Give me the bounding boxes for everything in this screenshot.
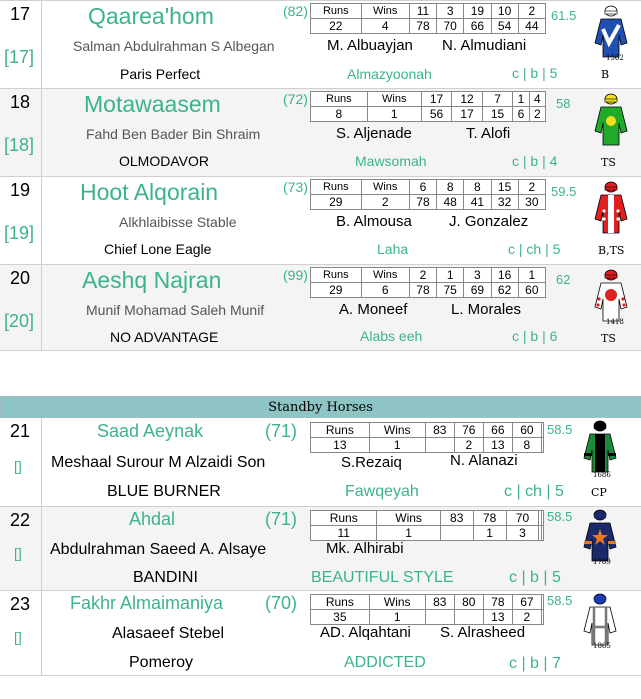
jockey-silk-icon <box>593 5 629 61</box>
stat-cell: 2 <box>529 107 545 122</box>
form-stats-table <box>310 267 546 298</box>
sex-colour-age: c | ch | 5 <box>508 241 561 257</box>
runner-number: 20 <box>10 268 31 288</box>
stat-cell: 78 <box>409 19 436 34</box>
standby-row-23 <box>0 590 641 676</box>
wins-label: Wins <box>367 92 421 107</box>
stat-cell: 60 <box>512 423 541 438</box>
runs-value: 11 <box>311 526 377 541</box>
stat-cell <box>541 511 543 526</box>
runs-label: Runs <box>311 4 362 19</box>
jockey-name[interactable]: M. Albuayjan <box>327 37 413 54</box>
draw-number: [] <box>14 629 22 645</box>
stat-cell: 75 <box>437 283 464 298</box>
jockey-silk-icon <box>582 420 618 476</box>
stat-cell: 56 <box>421 107 452 122</box>
jockey-silk-icon <box>582 509 618 565</box>
runner-number: 18 <box>10 92 31 112</box>
number-column <box>0 507 42 590</box>
owner-name: Alasaeef Stebel <box>112 625 225 642</box>
stat-cell: 8 <box>464 180 491 195</box>
sire-name: BLUE BURNER <box>107 483 221 500</box>
wins-value: 1 <box>369 610 425 625</box>
stat-cell: 19 <box>464 4 491 19</box>
owner-name: Fahd Ben Bader Bin Shraim <box>86 126 261 142</box>
horse-weight: 61.5 <box>551 8 577 23</box>
runs-value: 29 <box>311 283 362 298</box>
stat-cell: 6 <box>513 107 529 122</box>
wins-label: Wins <box>377 511 440 526</box>
horse-weight: 59.5 <box>551 184 577 199</box>
stat-cell: 41 <box>464 195 491 210</box>
dam-name: ADDICTED <box>344 654 426 671</box>
stat-cell: 17 <box>421 92 452 107</box>
standby-row-22 <box>0 506 641 590</box>
runs-value: 8 <box>311 107 368 122</box>
stat-cell: 62 <box>491 283 518 298</box>
jockey-silk-icon <box>582 593 618 649</box>
wins-label: Wins <box>361 268 409 283</box>
equipment: CP <box>591 486 607 499</box>
silk-code: 1562 <box>606 54 624 62</box>
horse-rating: (99) <box>283 267 308 283</box>
stat-cell: 3 <box>506 526 539 541</box>
sire-name: Chief Lone Eagle <box>104 241 212 257</box>
runner-row-19 <box>0 176 641 264</box>
standby-row-21 <box>0 418 641 506</box>
wins-label: Wins <box>361 180 409 195</box>
trainer-name[interactable]: J. Gonzalez <box>449 213 529 230</box>
horse-name[interactable]: Qaarea'hom <box>88 3 214 29</box>
jockey-silk-icon <box>593 181 629 237</box>
stat-cell: 2 <box>518 4 545 19</box>
jockey-name[interactable]: S.Rezaiq <box>341 454 402 471</box>
dam-name: Fawqeyah <box>345 483 419 500</box>
runner-number: 22 <box>10 510 31 530</box>
runs-value: 22 <box>311 19 362 34</box>
sex-colour-age: c | b | 5 <box>512 65 558 81</box>
owner-name: Salman Abdulrahman S Albegan <box>73 38 275 54</box>
draw-number: [] <box>14 458 22 474</box>
horse-rating: (70) <box>265 593 298 613</box>
jockey-silk-icon <box>593 93 629 149</box>
stat-cell <box>541 438 543 453</box>
horse-name[interactable]: Ahdal <box>129 509 176 529</box>
jockey-name[interactable]: Mk. Alhirabi <box>326 540 404 557</box>
wins-value: 1 <box>377 526 440 541</box>
stat-cell: 1 <box>473 526 506 541</box>
stat-cell: 80 <box>454 595 483 610</box>
stat-cell: 70 <box>437 19 464 34</box>
sire-name: Pomeroy <box>129 654 194 671</box>
horse-name[interactable]: Fakhr Almaimaniya <box>70 593 224 613</box>
stat-cell: 78 <box>409 195 436 210</box>
stat-cell: 16 <box>491 268 518 283</box>
stat-cell: 66 <box>483 423 512 438</box>
stat-cell: 30 <box>518 195 545 210</box>
stat-cell: 83 <box>425 423 454 438</box>
stat-cell: 6 <box>409 180 436 195</box>
horse-weight: 58.5 <box>547 509 573 524</box>
stat-cell: 7 <box>482 92 513 107</box>
stat-cell: 76 <box>454 423 483 438</box>
stat-cell: 13 <box>483 610 512 625</box>
trainer-name[interactable]: N. Almudiani <box>442 37 527 54</box>
stat-cell: 2 <box>512 610 541 625</box>
runner-number: 21 <box>10 421 31 441</box>
runner-row-17 <box>0 0 641 88</box>
runner-row-20 <box>0 264 641 351</box>
silk-code: 1686 <box>593 471 611 479</box>
sex-colour-age: c | b | 7 <box>509 655 561 672</box>
equipment: B,TS <box>598 244 625 257</box>
form-stats-table <box>310 3 546 34</box>
stat-cell: 2 <box>454 438 483 453</box>
form-stats-table <box>310 179 546 210</box>
stat-cell: 1 <box>437 268 464 283</box>
number-column <box>0 265 42 350</box>
jockey-name[interactable]: AD. Alqahtani <box>320 624 411 641</box>
horse-weight: 58 <box>556 96 571 111</box>
sex-colour-age: c | b | 4 <box>512 153 558 169</box>
dam-name: Laha <box>377 241 409 257</box>
stat-cell: 78 <box>473 511 506 526</box>
wins-value: 6 <box>361 283 409 298</box>
stat-cell: 54 <box>491 19 518 34</box>
equipment: TS <box>601 332 616 345</box>
trainer-name[interactable]: N. Alanazi <box>450 452 518 469</box>
number-column <box>0 1 42 88</box>
stat-cell: 3 <box>464 268 491 283</box>
form-stats-table <box>310 510 544 541</box>
sire-name: OLMODAVOR <box>119 153 209 169</box>
dam-name: Mawsomah <box>355 153 427 169</box>
draw-number: [20] <box>4 311 35 331</box>
sire-name: Paris Perfect <box>120 66 201 82</box>
horse-name[interactable]: Aeshq Najran <box>82 267 222 293</box>
stat-cell: 17 <box>452 107 483 122</box>
silk-code: 1418 <box>606 318 624 326</box>
stat-cell: 48 <box>437 195 464 210</box>
stat-cell: 2 <box>409 268 436 283</box>
stat-cell: 10 <box>491 4 518 19</box>
horse-rating: (73) <box>283 179 308 195</box>
stat-cell: 13 <box>483 438 512 453</box>
draw-number: [18] <box>4 135 35 155</box>
runs-label: Runs <box>311 180 362 195</box>
runs-label: Runs <box>311 92 368 107</box>
dam-name: Alabs eeh <box>360 328 423 344</box>
stat-cell <box>541 595 543 610</box>
wins-value: 1 <box>369 438 425 453</box>
runs-label: Runs <box>311 595 370 610</box>
horse-name[interactable]: Saad Aeynak <box>97 421 204 441</box>
runs-label: Runs <box>311 268 362 283</box>
form-stats-table <box>310 422 544 453</box>
form-stats-table <box>310 91 546 122</box>
sex-colour-age: c | b | 5 <box>509 569 561 586</box>
horse-rating: (71) <box>265 509 298 529</box>
equipment: B <box>601 68 610 81</box>
stat-cell: 83 <box>440 511 473 526</box>
stat-cell: 83 <box>425 595 454 610</box>
stat-cell: 78 <box>409 283 436 298</box>
stat-cell: 11 <box>409 4 436 19</box>
runs-value: 35 <box>311 610 370 625</box>
stat-cell: 15 <box>482 107 513 122</box>
jockey-name[interactable]: A. Moneef <box>339 301 408 318</box>
stat-cell: 1 <box>518 268 545 283</box>
runner-number: 19 <box>10 180 31 200</box>
horse-name[interactable]: Motawaasem <box>84 91 221 117</box>
wins-label: Wins <box>369 423 425 438</box>
stat-cell: 1 <box>513 92 529 107</box>
stat-cell: 78 <box>483 595 512 610</box>
stat-cell <box>440 526 473 541</box>
stat-cell <box>541 610 543 625</box>
draw-number: [19] <box>4 223 35 243</box>
runner-number: 17 <box>10 4 31 24</box>
wins-label: Wins <box>369 595 425 610</box>
stat-cell: 66 <box>464 19 491 34</box>
number-column <box>0 418 42 506</box>
equipment: TS <box>601 156 616 169</box>
owner-name: Abdulrahman Saeed A. Alsaye <box>50 541 267 558</box>
number-column <box>0 177 42 264</box>
jockey-name[interactable]: B. Almousa <box>336 213 412 230</box>
runs-label: Runs <box>311 511 377 526</box>
horse-weight: 62 <box>556 272 571 287</box>
draw-number: [] <box>14 545 22 561</box>
runner-row-18 <box>0 88 641 176</box>
wins-value: 1 <box>367 107 421 122</box>
runs-label: Runs <box>311 423 370 438</box>
stat-cell: 70 <box>506 511 539 526</box>
horse-weight: 58.5 <box>547 593 573 608</box>
stat-cell: 8 <box>437 180 464 195</box>
jockey-silk-icon <box>593 269 629 325</box>
stat-cell: 69 <box>464 283 491 298</box>
number-column <box>0 591 42 675</box>
horse-rating: (72) <box>283 91 308 107</box>
stat-cell: 60 <box>518 283 545 298</box>
stat-cell: 8 <box>512 438 541 453</box>
owner-name: Alkhlaibisse Stable <box>119 214 237 230</box>
runner-number: 23 <box>10 594 31 614</box>
stat-cell <box>425 610 454 625</box>
horse-name[interactable]: Hoot Alqorain <box>80 179 219 205</box>
form-stats-table <box>310 594 544 625</box>
stat-cell <box>454 610 483 625</box>
runs-value: 13 <box>311 438 370 453</box>
jockey-name[interactable]: S. Aljenade <box>336 125 412 142</box>
silk-code: 1865 <box>593 642 611 650</box>
trainer-name[interactable]: S. Alrasheed <box>440 624 526 641</box>
draw-number: [17] <box>4 47 35 67</box>
trainer-name[interactable]: T. Alofi <box>466 125 511 142</box>
stat-cell: 4 <box>529 92 545 107</box>
stat-cell <box>541 526 543 541</box>
sire-name: NO ADVANTAGE <box>110 329 219 345</box>
owner-name: Munif Mohamad Saleh Munif <box>86 302 265 318</box>
stat-cell: 32 <box>491 195 518 210</box>
sire-name: BANDINI <box>133 569 198 586</box>
standby-header: Standby Horses <box>0 396 641 418</box>
runs-value: 29 <box>311 195 362 210</box>
horse-weight: 58.5 <box>547 422 573 437</box>
horse-rating: (71) <box>265 421 298 441</box>
dam-name: Almazyoonah <box>347 66 432 82</box>
stat-cell <box>425 438 454 453</box>
trainer-name[interactable]: L. Morales <box>451 301 522 318</box>
sex-colour-age: c | b | 6 <box>512 328 558 344</box>
stat-cell: 2 <box>518 180 545 195</box>
stat-cell: 15 <box>491 180 518 195</box>
silk-code: 1789 <box>593 558 611 566</box>
stat-cell: 44 <box>518 19 545 34</box>
owner-name: Meshaal Surour M Alzaidi Son <box>51 454 266 471</box>
wins-label: Wins <box>361 4 409 19</box>
number-column <box>0 89 42 176</box>
horse-rating: (82) <box>283 3 308 19</box>
stat-cell: 12 <box>452 92 483 107</box>
wins-value: 2 <box>361 195 409 210</box>
stat-cell <box>541 423 543 438</box>
dam-name: BEAUTIFUL STYLE <box>311 569 454 586</box>
sex-colour-age: c | ch | 5 <box>504 483 564 500</box>
wins-value: 4 <box>361 19 409 34</box>
stat-cell: 67 <box>512 595 541 610</box>
stat-cell: 3 <box>437 4 464 19</box>
